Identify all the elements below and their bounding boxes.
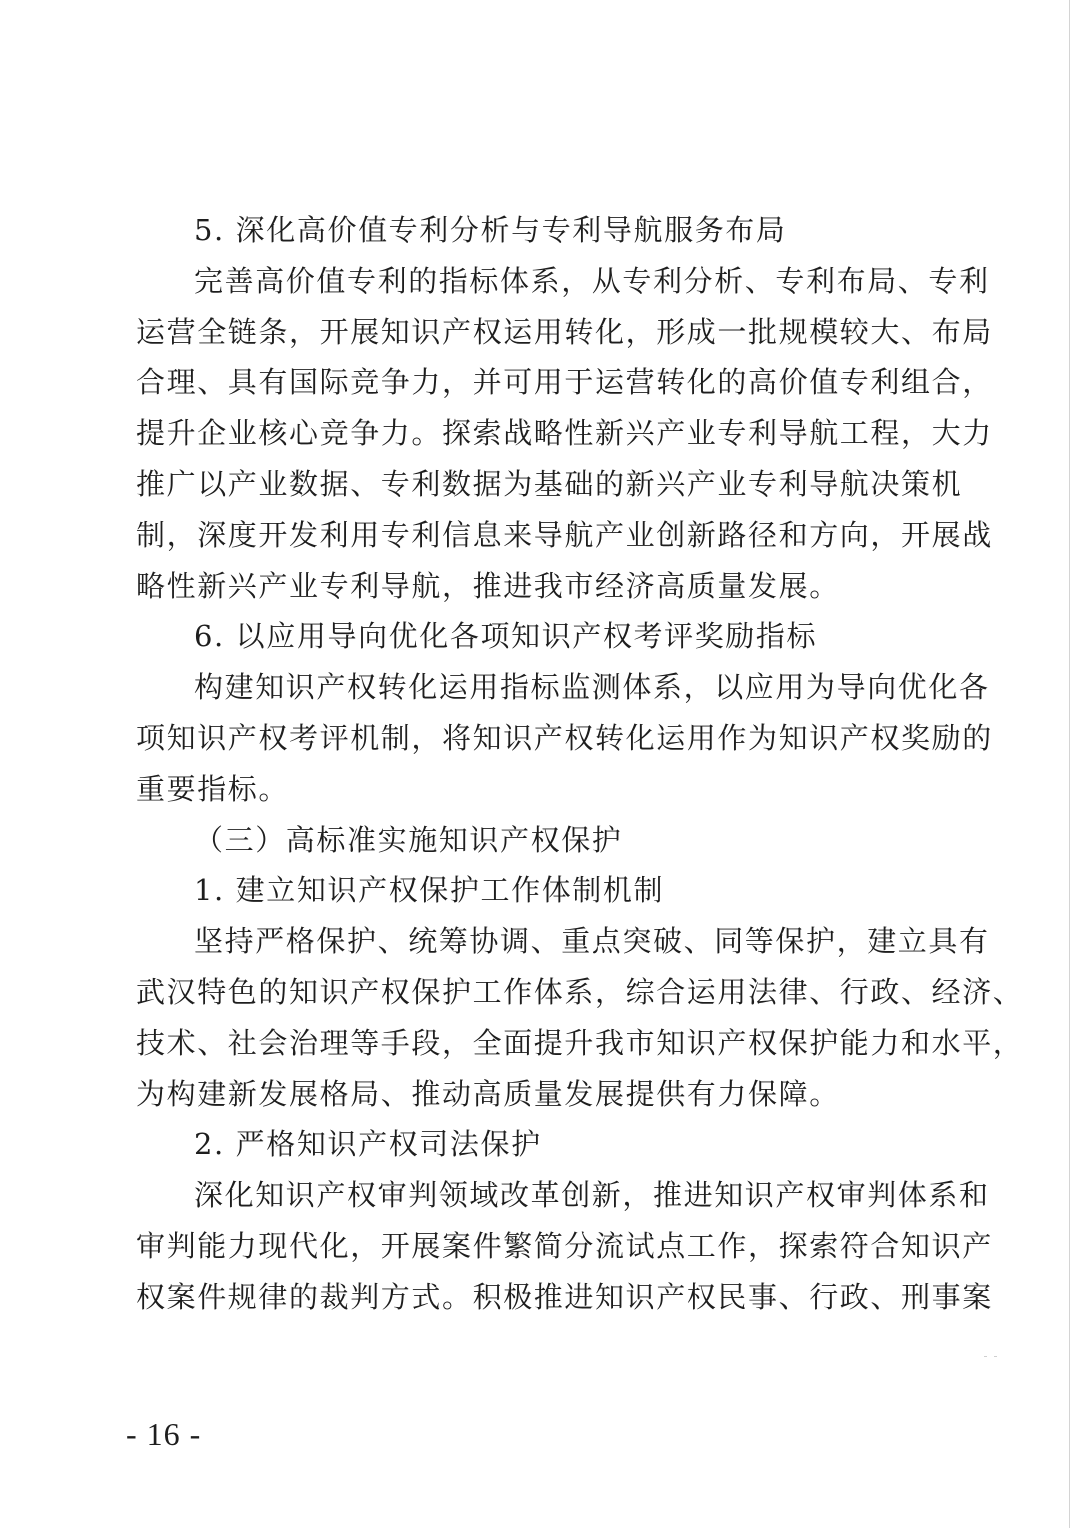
scan-speck <box>994 1356 997 1357</box>
paragraph-line: 重要指标。 <box>136 771 290 806</box>
section-heading-6: 6. 以应用导向优化各项知识产权考评奖励指标 <box>194 619 818 654</box>
paragraph-line: 合理、具有国际竞争力，并可用于运营转化的高价值专利组合， <box>136 365 993 400</box>
paragraph-line: 运营全链条，开展知识产权运用转化，形成一批规模较大、布局 <box>136 314 993 349</box>
paragraph-line: 项知识产权考评机制，将知识产权转化运用作为知识产权奖励的 <box>136 720 993 755</box>
page-edge-line <box>1069 0 1070 1528</box>
paragraph-line: 权案件规律的裁判方式。积极推进知识产权民事、行政、刑事案 <box>136 1279 993 1314</box>
paragraph-line: 深化知识产权审判领域改革创新，推进知识产权审判体系和 <box>194 1178 990 1213</box>
chapter-heading-3: （三）高标准实施知识产权保护 <box>194 822 623 857</box>
paragraph-line: 制，深度开发利用专利信息来导航产业创新路径和方向，开展战 <box>136 517 993 552</box>
paragraph-line: 推广以产业数据、专利数据为基础的新兴产业专利导航决策机 <box>136 466 963 501</box>
paragraph-line: 坚持严格保护、统筹协调、重点突破、同等保护，建立具有 <box>194 924 990 959</box>
paragraph-line: 提升企业核心竞争力。探索战略性新兴产业专利导航工程，大力 <box>136 416 993 451</box>
paragraph-line: 为构建新发展格局、推动高质量发展提供有力保障。 <box>136 1076 840 1111</box>
page-number: - 16 - <box>126 1416 202 1452</box>
paragraph-line: 技术、社会治理等手段，全面提升我市知识产权保护能力和水平， <box>136 1025 1024 1060</box>
paragraph-line: 武汉特色的知识产权保护工作体系，综合运用法律、行政、经济、 <box>136 974 1024 1009</box>
section-heading-2: 2. 严格知识产权司法保护 <box>194 1127 542 1162</box>
paragraph-line: 构建知识产权转化运用指标监测体系，以应用为导向优化各 <box>194 670 990 705</box>
document-body <box>136 205 1024 1323</box>
section-heading-1: 1. 建立知识产权保护工作体制机制 <box>194 873 665 908</box>
paragraph-line: 完善高价值专利的指标体系，从专利分析、专利布局、专利 <box>194 263 990 298</box>
scan-speck <box>984 1356 987 1357</box>
paragraph-line: 审判能力现代化，开展案件繁简分流试点工作，探索符合知识产 <box>136 1228 993 1263</box>
section-heading-5: 5. 深化高价值专利分析与专利导航服务布局 <box>194 213 787 247</box>
paragraph-line: 略性新兴产业专利导航，推进我市经济高质量发展。 <box>136 568 840 603</box>
